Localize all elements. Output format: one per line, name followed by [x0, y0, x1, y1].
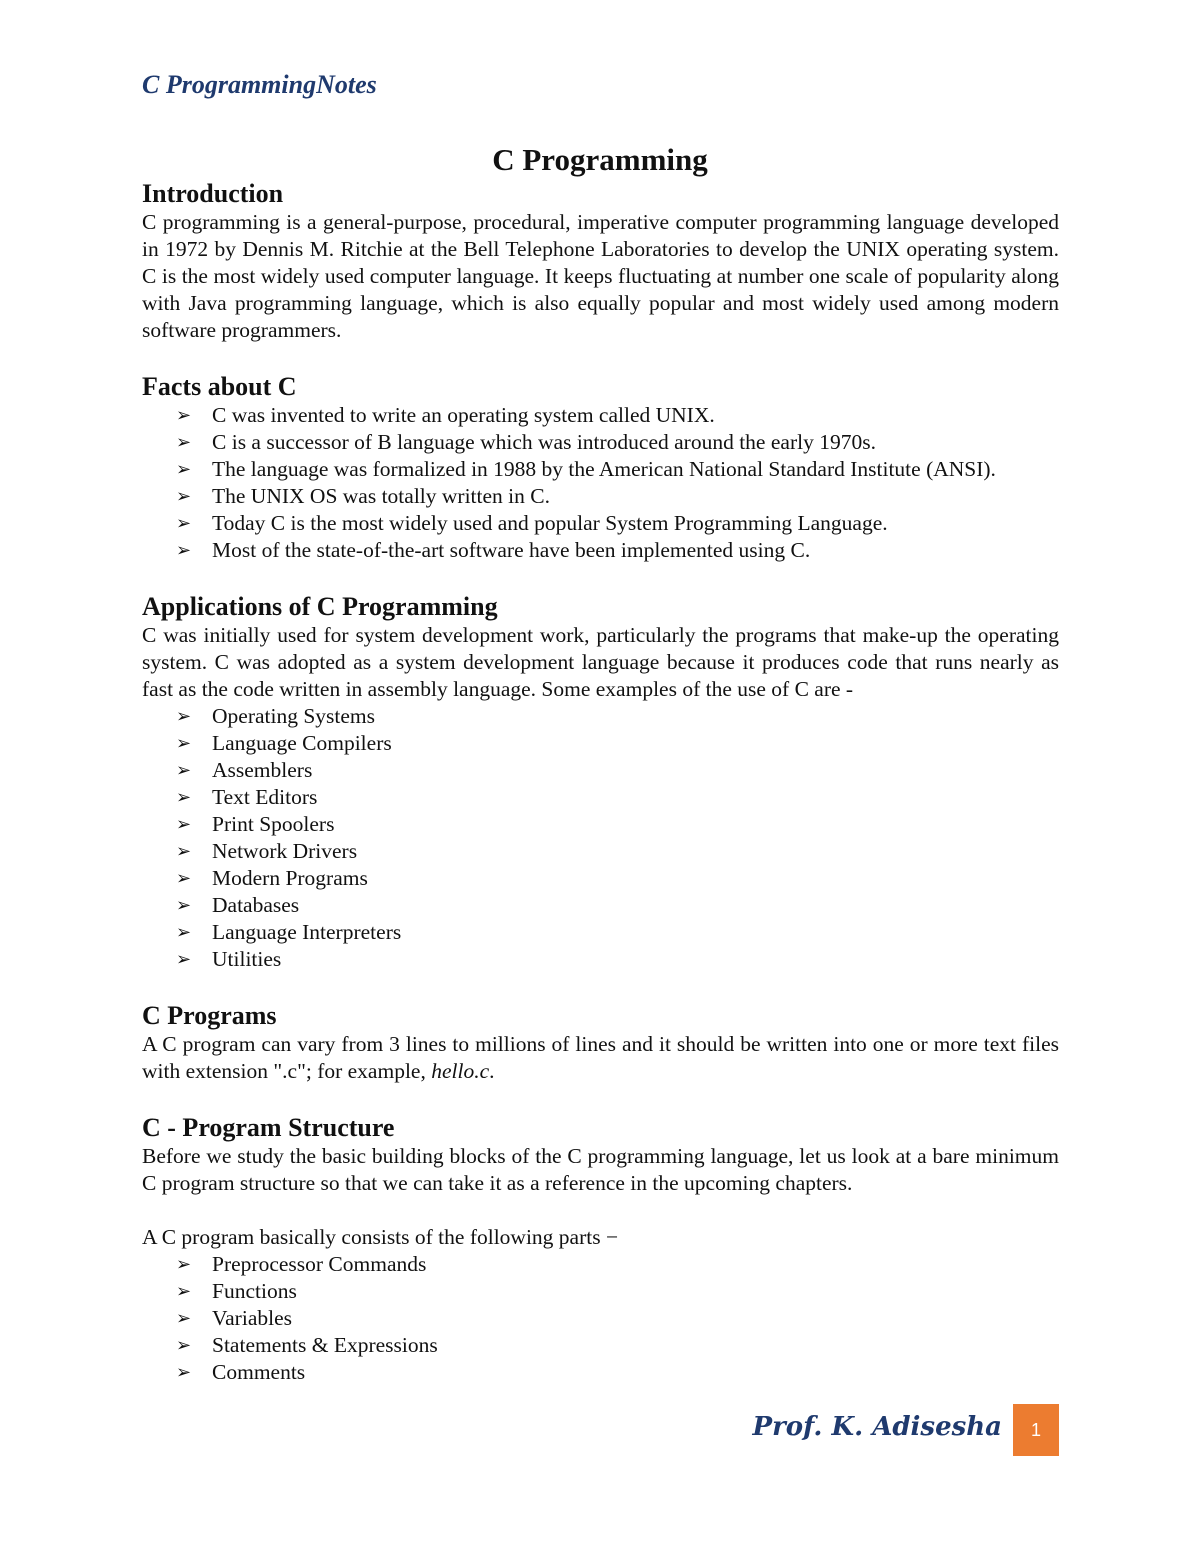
arrow-bullet-icon: ➢	[176, 733, 192, 754]
section-heading: C - Program Structure	[142, 1113, 395, 1142]
bullet-list	[142, 402, 1059, 564]
list-item-text: Functions	[212, 1279, 297, 1303]
example-filename: hello.c	[431, 1059, 490, 1083]
list-item-text: Today C is the most widely used and popular System Programming Language.	[212, 511, 888, 535]
paragraph: C programming is a general-purpose, procedural, imperative computer programming language developed in 1972 by Dennis M. Ritchie at the Bell Telephone Laboratories to develop the UNIX operating system. C is the most widely used computer language. It keeps fluctuating at number one scale of popularity along with Java programming language, which is also equally popular and most widely used among modern software programmers.	[142, 210, 1059, 342]
section-program-structure	[142, 1112, 1059, 1386]
arrow-bullet-icon: ➢	[176, 949, 192, 970]
arrow-bullet-icon: ➢	[176, 432, 192, 453]
arrow-bullet-icon: ➢	[176, 760, 192, 781]
arrow-bullet-icon: ➢	[176, 922, 192, 943]
list-item	[176, 892, 1059, 919]
section-heading: C Programs	[142, 1001, 277, 1030]
arrow-bullet-icon: ➢	[176, 513, 192, 534]
section-c-programs	[142, 1000, 1059, 1085]
arrow-bullet-icon: ➢	[176, 405, 192, 426]
arrow-bullet-icon: ➢	[176, 1335, 192, 1356]
list-item	[176, 865, 1059, 892]
arrow-bullet-icon: ➢	[176, 1362, 192, 1383]
bullet-list	[142, 703, 1059, 973]
paragraph: Before we study the basic building blocks of the C programming language, let us look at a bare minimum C program structure so that we can take it as a reference in the upcoming chapters.	[142, 1144, 1059, 1195]
list-item	[176, 483, 1059, 510]
arrow-bullet-icon: ➢	[176, 868, 192, 889]
page-number-badge	[1013, 1404, 1059, 1456]
list-item-text: Assemblers	[212, 758, 313, 782]
text: .	[489, 1059, 495, 1083]
list-item-text: Most of the state-of-the-art software have been implemented using C.	[212, 538, 811, 562]
list-item-text: Text Editors	[212, 785, 318, 809]
arrow-bullet-icon: ➢	[176, 787, 192, 808]
arrow-bullet-icon: ➢	[176, 1308, 192, 1329]
list-item	[176, 537, 1059, 564]
section-heading: Facts about C	[142, 372, 297, 401]
list-item	[176, 1278, 1059, 1305]
list-item-text: The UNIX OS was totally written in C.	[212, 484, 550, 508]
arrow-bullet-icon: ➢	[176, 459, 192, 480]
list-item	[176, 456, 1059, 483]
list-item-text: Language Interpreters	[212, 920, 402, 944]
list-item-text: Modern Programs	[212, 866, 368, 890]
arrow-bullet-icon: ➢	[176, 540, 192, 561]
list-item-text: Operating Systems	[212, 704, 376, 728]
document-title: C Programming	[492, 142, 708, 177]
footer-author: Prof. K. Adisesha	[752, 1412, 1002, 1442]
arrow-bullet-icon: ➢	[176, 841, 192, 862]
arrow-bullet-icon: ➢	[176, 1281, 192, 1302]
list-item	[176, 1251, 1059, 1278]
arrow-bullet-icon: ➢	[176, 814, 192, 835]
section-heading: Introduction	[142, 179, 284, 208]
section-introduction	[142, 178, 1059, 344]
list-item-text: C was invented to write an operating system called UNIX.	[212, 403, 715, 427]
bullet-list	[142, 1251, 1059, 1386]
list-item	[176, 1359, 1059, 1386]
arrow-bullet-icon: ➢	[176, 486, 192, 507]
list-item-text: Preprocessor Commands	[212, 1252, 427, 1276]
arrow-bullet-icon: ➢	[176, 1254, 192, 1275]
paragraph	[142, 1031, 1059, 1085]
list-item	[176, 730, 1059, 757]
list-item-text: C is a successor of B language which was introduced around the early 1970s.	[212, 430, 876, 454]
document-body	[142, 178, 1059, 1386]
list-item-text: Network Drivers	[212, 839, 358, 863]
list-item	[176, 429, 1059, 456]
header-title: C ProgrammingNotes	[142, 70, 377, 99]
paragraph: A C program basically consists of the following parts −	[142, 1225, 619, 1249]
list-item-text: Comments	[212, 1360, 306, 1384]
list-item	[176, 838, 1059, 865]
list-item-text: Variables	[212, 1306, 292, 1330]
arrow-bullet-icon: ➢	[176, 706, 192, 727]
page-number: 1	[1030, 1419, 1041, 1440]
section-applications	[142, 591, 1059, 973]
list-item-text: Print Spoolers	[212, 812, 335, 836]
list-item	[176, 946, 1059, 973]
list-item	[176, 510, 1059, 537]
list-item	[176, 811, 1059, 838]
list-item	[176, 919, 1059, 946]
list-item-text: Statements & Expressions	[212, 1333, 438, 1357]
list-item	[176, 402, 1059, 429]
section-facts	[142, 371, 1059, 564]
section-heading: Applications of C Programming	[142, 592, 498, 621]
list-item-text: Utilities	[212, 947, 282, 971]
list-item	[176, 784, 1059, 811]
list-item-text: Language Compilers	[212, 731, 392, 755]
list-item	[176, 703, 1059, 730]
list-item	[176, 1332, 1059, 1359]
paragraph: C was initially used for system development work, particularly the programs that make-up the operating system. C was adopted as a system development language because it produces code that runs nearly as fast as the code written in assembly language. Some examples of the use of C are -	[142, 623, 1059, 701]
list-item-text: The language was formalized in 1988 by the American National Standard Institute (ANSI).	[212, 457, 996, 481]
list-item	[176, 757, 1059, 784]
list-item	[176, 1305, 1059, 1332]
text: A C program can vary from 3 lines to millions of lines and it should be written into one or more text files with extension ".c"; for example,	[142, 1032, 1059, 1083]
arrow-bullet-icon: ➢	[176, 895, 192, 916]
list-item-text: Databases	[212, 893, 300, 917]
